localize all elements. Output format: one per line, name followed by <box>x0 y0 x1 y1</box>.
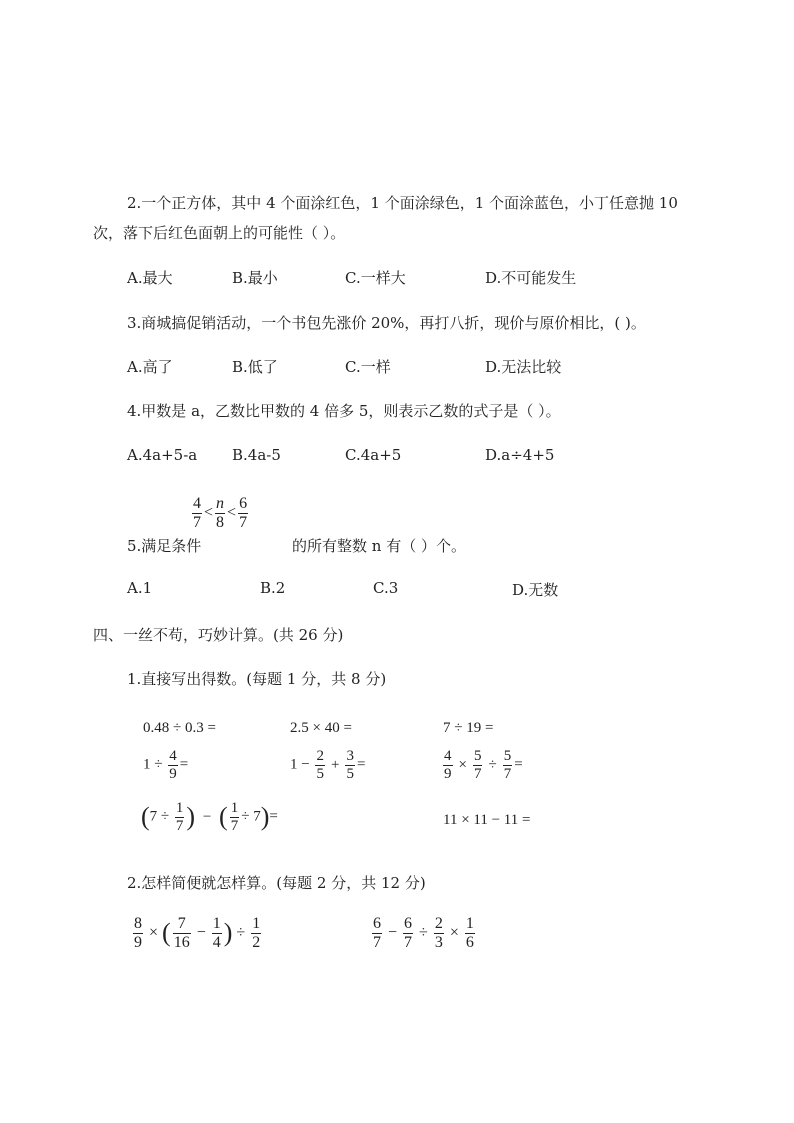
calc-e5-num1: 2 <box>316 748 324 764</box>
calc-e4 <box>143 748 188 782</box>
q5-frac1-num: 4 <box>193 495 201 512</box>
q4-text: 4.甲数是 a，乙数比甲数的 4 倍多 5，则表示乙数的式子是（ ）。 <box>127 402 561 420</box>
s1-num4: 1 <box>252 915 261 932</box>
s1-den3: 4 <box>212 933 221 951</box>
q3-text: 3.商城搞促销活动，一个书包先涨价 20%，再打八折，现价与原价相比，( )。 <box>127 314 646 332</box>
simplify-s1 <box>131 915 263 951</box>
calc-e7-den2: 7 <box>230 817 239 834</box>
s1-times: × <box>149 924 159 942</box>
calc-e7-rparen: ) <box>186 802 196 831</box>
s2-minus: − <box>388 924 398 942</box>
s2-den2: 7 <box>404 933 413 951</box>
q2-option-d: D.不可能发生 <box>485 269 577 287</box>
q5-option-a: A.1 <box>127 579 153 597</box>
calc-e7-num1: 1 <box>175 800 184 816</box>
calc-e7-tail: ÷ 7 <box>241 808 261 825</box>
calc-e7-lparen: ( <box>141 802 150 831</box>
calc-e7-rparen2: ) <box>260 802 270 831</box>
calc-e6-op1: × <box>458 756 467 773</box>
calc-e3: 7 ÷ 19 = <box>443 720 494 736</box>
s2-num1: 6 <box>373 915 381 932</box>
s2-div: ÷ <box>419 924 428 942</box>
s2-den4: 6 <box>465 933 474 951</box>
calc-e1: 0.48 ÷ 0.3 = <box>143 720 216 736</box>
s1-lparen: ( <box>162 918 171 948</box>
calc-e7-lparen2: ( <box>219 802 228 831</box>
calc-e7-eq: = <box>269 808 278 825</box>
s1-minus: − <box>196 924 206 942</box>
calc-e4-den: 9 <box>169 765 177 782</box>
s1-den1: 9 <box>134 933 142 951</box>
q5-frac2-num: n <box>216 495 225 512</box>
calc-e5-num2: 3 <box>346 748 354 764</box>
q2-line1: 2.一个正方体，其中 4 个面涂红色，1 个面涂绿色，1 个面涂蓝色，小丁任意抛 10 <box>127 194 678 212</box>
s2-num3: 2 <box>434 915 443 932</box>
s2-times: × <box>449 924 459 942</box>
q5-option-d: D.无数 <box>512 581 559 599</box>
q5-frac1-den: 7 <box>193 513 201 531</box>
q2-option-b: B.最小 <box>232 269 278 287</box>
calc-e7-den1: 7 <box>175 817 184 834</box>
s2-num2: 6 <box>404 915 413 932</box>
q3-option-c: C.一样 <box>345 358 391 376</box>
calc-e6-num3: 5 <box>503 748 512 764</box>
q3-option-d: D.无法比较 <box>485 358 562 376</box>
calc-e5-den2: 5 <box>346 765 354 782</box>
section4-title: 四、一丝不苟，巧妙计算。(共 26 分) <box>93 626 344 644</box>
q2-option-a: A.最大 <box>127 269 173 287</box>
section4-sub2: 2.怎样简便就怎样算。(每题 2 分，共 12 分) <box>127 874 426 892</box>
q5-frac3-den: 7 <box>239 513 248 531</box>
q5-option-c: C.3 <box>373 579 399 597</box>
q3-option-b: B.低了 <box>232 358 278 376</box>
calc-e6-op2: ÷ <box>488 756 497 773</box>
q5-frac3-num: 6 <box>239 495 248 512</box>
q4-option-a: A.4a+5-a <box>127 446 198 464</box>
s2-den3: 3 <box>434 933 443 951</box>
calc-e7-num2: 1 <box>230 800 239 816</box>
calc-e4-eq: = <box>179 756 189 773</box>
section4-sub1: 1.直接写出得数。(每题 1 分，共 8 分) <box>127 670 387 688</box>
s1-den4: 2 <box>252 933 261 951</box>
q4-option-b: B.4a-5 <box>232 446 281 464</box>
calc-e4-num: 4 <box>169 748 177 764</box>
calc-e7-minus: − <box>202 808 212 825</box>
q5-prefix: 5.满足条件 <box>127 537 202 555</box>
q5-lt-2: < <box>227 504 237 522</box>
q5-frac2-den: 8 <box>216 513 225 531</box>
calc-e5-op: + <box>330 756 340 773</box>
calc-e6 <box>441 748 523 782</box>
q5-condition <box>190 495 250 531</box>
q5-lt-1: < <box>204 504 214 522</box>
calc-e6-eq: = <box>514 756 523 773</box>
s2-num4: 1 <box>465 915 474 932</box>
calc-e6-num1: 4 <box>444 748 452 764</box>
s1-rparen: ) <box>223 918 233 948</box>
calc-e8: 11 × 11 − 11 = <box>443 812 531 828</box>
calc-e5-lead: 1 − <box>290 756 310 773</box>
q2-line2: 次，落下后红色面朝上的可能性（ ）。 <box>93 224 346 242</box>
q5-suffix: 的所有整数 n 有（ ）个。 <box>292 537 466 555</box>
simplify-s2 <box>370 915 477 951</box>
calc-e5-eq: = <box>356 756 366 773</box>
calc-e5-den1: 5 <box>316 765 324 782</box>
calc-e5 <box>290 748 365 782</box>
q2-option-c: C.一样大 <box>345 269 406 287</box>
calc-e4-lead: 1 ÷ <box>143 756 163 773</box>
calc-e2: 2.5 × 40 = <box>290 720 352 736</box>
calc-e6-den2: 7 <box>473 765 482 782</box>
s1-num1: 8 <box>134 915 142 932</box>
s1-num3: 1 <box>212 915 221 932</box>
calc-e6-num2: 5 <box>473 748 482 764</box>
s1-den2: 16 <box>173 933 190 951</box>
q4-option-c: C.4a+5 <box>345 446 402 464</box>
calc-e6-den3: 7 <box>503 765 512 782</box>
calc-e7 <box>141 800 278 834</box>
q5-option-b: B.2 <box>260 579 286 597</box>
s1-num2: 7 <box>173 915 191 934</box>
q3-option-a: A.高了 <box>127 358 173 376</box>
s2-den1: 7 <box>373 933 381 951</box>
s1-div: ÷ <box>236 924 246 942</box>
calc-e6-den1: 9 <box>444 765 452 782</box>
q4-option-d: D.a÷4+5 <box>485 446 555 464</box>
calc-e7-lead: 7 ÷ <box>149 808 170 825</box>
